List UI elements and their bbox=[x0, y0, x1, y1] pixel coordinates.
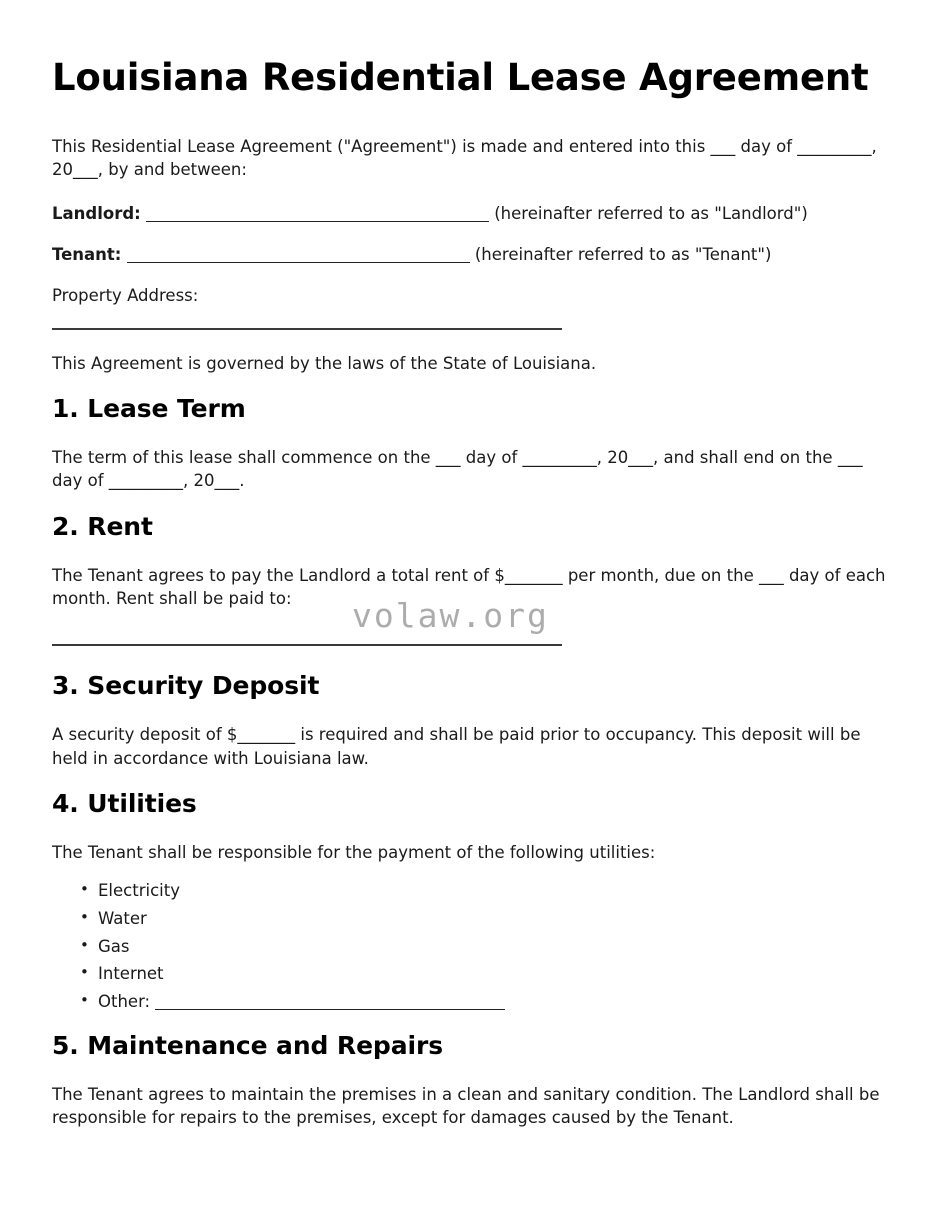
landlord-field-row bbox=[52, 202, 891, 225]
utility-label-internet: Internet bbox=[98, 964, 164, 984]
site-watermark: volaw.org bbox=[352, 596, 549, 635]
section-heading-security-deposit: 3. Security Deposit bbox=[52, 671, 320, 701]
section-body-maintenance-and-repairs: The Tenant agrees to maintain the premises in a clean and sanitary condition. The Landlord shall be responsible for repairs to the premises, except for damages caused by the Tenant. bbox=[52, 1084, 880, 1128]
section-body-rent: The Tenant agrees to pay the Landlord a total rent of $_______ per month, due on the ___ day of each month. Rent shall be paid to: bbox=[52, 565, 886, 608]
landlord-name-blank[interactable] bbox=[146, 221, 489, 222]
tenant-suffix-text: (hereinafter referred to as "Tenant") bbox=[474, 244, 772, 264]
section-heading-maintenance-and-repairs: 5. Maintenance and Repairs bbox=[52, 1031, 443, 1060]
property-address-label: Property Address: bbox=[52, 286, 199, 306]
tenant-label: Tenant: bbox=[52, 244, 122, 264]
rent-payee-blank-line[interactable] bbox=[52, 644, 562, 646]
section-heading-lease-term: 1. Lease Term bbox=[52, 394, 246, 424]
utilities-list bbox=[52, 880, 891, 1014]
list-item bbox=[98, 963, 891, 986]
list-item bbox=[98, 936, 891, 959]
section-body-security-deposit: A security deposit of $_______ is required and shall be paid prior to occupancy. This deposit will be held in accordance with Louisiana law. bbox=[52, 725, 861, 768]
section-heading-utilities: 4. Utilities bbox=[52, 789, 197, 818]
section-heading-rent: 2. Rent bbox=[52, 511, 153, 541]
tenant-name-blank[interactable] bbox=[127, 262, 470, 263]
utility-other-blank[interactable] bbox=[155, 1009, 505, 1010]
utility-label-gas: Gas bbox=[98, 936, 130, 956]
governing-law-paragraph: This Agreement is governed by the laws of the State of Louisiana. bbox=[52, 353, 597, 373]
list-item bbox=[98, 908, 891, 931]
intro-paragraph: This Residential Lease Agreement ("Agreement") is made and entered into this ___ day of _________, 20___, by and between: bbox=[52, 136, 877, 180]
list-item bbox=[98, 991, 891, 1014]
section-body-lease-term: The term of this lease shall commence on the ___ day of _________, 20___, and shall end on the ___ day of _________, 20___. bbox=[52, 447, 863, 491]
tenant-field-row bbox=[52, 243, 891, 266]
landlord-suffix-text: (hereinafter referred to as "Landlord") bbox=[494, 203, 808, 223]
list-item bbox=[98, 880, 891, 903]
section-body-utilities: The Tenant shall be responsible for the payment of the following utilities: bbox=[52, 842, 656, 862]
utility-label-electricity: Electricity bbox=[98, 881, 180, 901]
landlord-label: Landlord: bbox=[52, 203, 141, 223]
property-address-blank-line[interactable] bbox=[52, 328, 562, 330]
utility-label-other: Other: bbox=[98, 992, 151, 1012]
page-title: Louisiana Residential Lease Agreement bbox=[52, 56, 869, 99]
utility-label-water: Water bbox=[98, 908, 147, 928]
